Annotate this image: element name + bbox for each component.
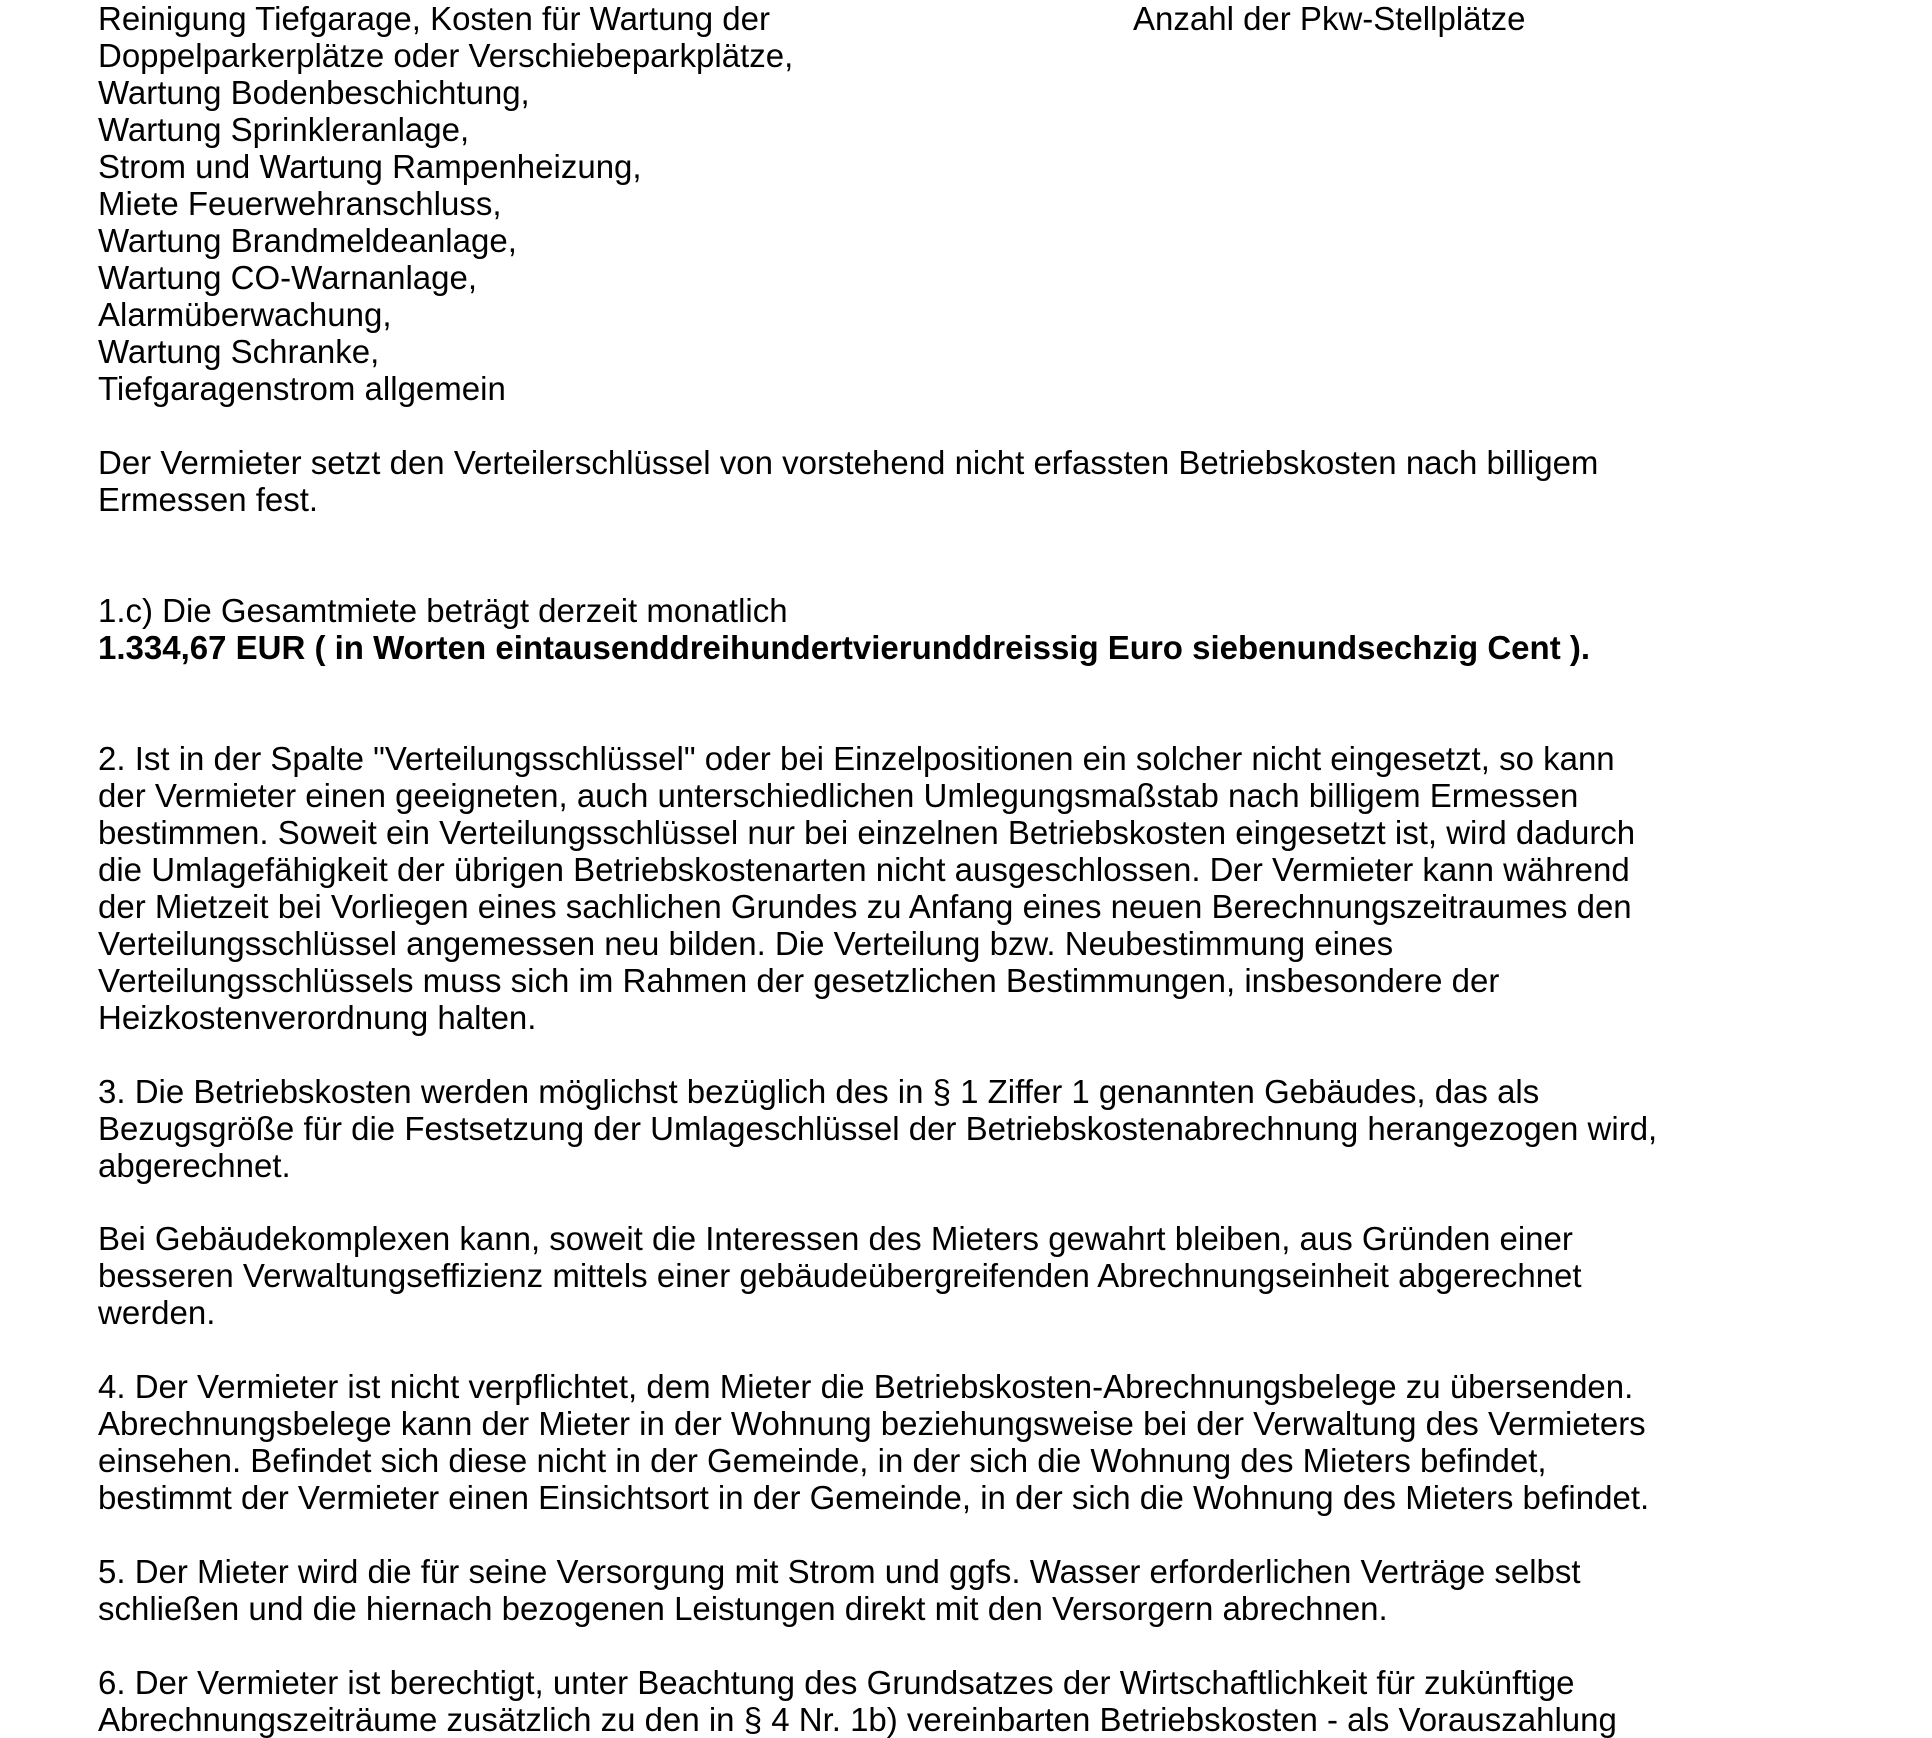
cost-item: Wartung Sprinkleranlage, xyxy=(98,111,470,148)
cost-item: Strom und Wartung Rampenheizung, xyxy=(98,148,642,185)
total-rent-label: 1.c) Die Gesamtmiete beträgt derzeit monatlich xyxy=(98,592,788,629)
paragraph-3-building-complex: Bei Gebäudekomplexen kann, soweit die Interessen des Mieters gewahrt bleiben, aus Gründen einer besseren Verwaltungseffizienz mittels einer gebäudeübergreifenden Abrechnungseinheit abgerechnet werden. xyxy=(98,1220,1582,1331)
cost-item: Alarmüberwachung, xyxy=(98,296,392,333)
paragraph-4: 4. Der Vermieter ist nicht verpflichtet, dem Mieter die Betriebskosten-Abrechnungsbelege zu übersenden. Abrechnungsbelege kann der Mieter in der Wohnung beziehungsweise bei der Verwaltung des Vermieters einsehen. Befindet sich diese nicht in der Gemeinde, in der sich die Wohnung des Mieters befindet, bestimmt der Vermieter einen Einsichtsort in der Gemeinde, in der sich die Wohnung des Mieters befindet. xyxy=(98,1368,1650,1516)
cost-item: Wartung Bodenbeschichtung, xyxy=(98,74,530,111)
cost-item: Doppelparkerplätze oder Verschiebeparkplätze, xyxy=(98,37,794,74)
paragraph-6: 6. Der Vermieter ist berechtigt, unter Beachtung des Grundsatzes der Wirtschaftlichkeit für zukünftige Abrechnungszeiträume zusätzlich zu den in § 4 Nr. 1b) vereinbarten Betriebskosten - als Vorauszahlung xyxy=(98,1664,1617,1738)
cost-item: Miete Feuerwehranschluss, xyxy=(98,185,502,222)
paragraph-2: 2. Ist in der Spalte "Verteilungsschlüssel" oder bei Einzelpositionen ein solcher nicht eingesetzt, so kann der Vermieter einen geeigneten, auch unterschiedlichen Umlegungsmaßstab nach billigem Ermessen bestimmen. Soweit ein Verteilungsschlüssel nur bei einzelnen Betriebskosten eingesetzt ist, wird dadurch die Umlagefähigkeit der übrigen Betriebskostenarten nicht ausgeschlossen. Der Vermieter kann während der Mietzeit bei Vorliegen eines sachlichen Grundes zu Anfang eines neuen Berechnungszeitraumes den Verteilungsschlüssel angemessen neu bilden. Die Verteilung bzw. Neubestimmung eines Verteilungsschlüssels muss sich im Rahmen der gesetzlichen Bestimmungen, insbesondere der Heizkostenverordnung halten. xyxy=(98,740,1636,1036)
distribution-key: Anzahl der Pkw-Stellplätze xyxy=(1133,0,1526,37)
cost-item: Wartung Brandmeldeanlage, xyxy=(98,222,517,259)
garage-cost-block xyxy=(98,0,1888,408)
total-rent-amount: 1.334,67 EUR ( in Worten eintausenddreihundertvierunddreissig Euro siebenundsechzig Cent ). xyxy=(98,629,1591,666)
cost-item: Wartung CO-Warnanlage, xyxy=(98,259,478,296)
garage-cost-list xyxy=(98,0,793,407)
cost-item: Wartung Schranke, xyxy=(98,333,380,370)
cost-item: Reinigung Tiefgarage, Kosten für Wartung der xyxy=(98,0,771,37)
cost-item: Tiefgaragenstrom allgemein xyxy=(98,370,506,407)
paragraph-3: 3. Die Betriebskosten werden möglichst bezüglich des in § 1 Ziffer 1 genannten Gebäudes, das als Bezugsgröße für die Festsetzung der Umlageschlüssel der Betriebskostenabrechnung herangezogen wird, abgerechnet. xyxy=(98,1073,1658,1184)
paragraph-5: 5. Der Mieter wird die für seine Versorgung mit Strom und ggfs. Wasser erforderlichen Verträge selbst schließen und die hiernach bezogenen Leistungen direkt mit den Versorgern abrechnen. xyxy=(98,1553,1581,1627)
distribution-note: Der Vermieter setzt den Verteilerschlüssel von vorstehend nicht erfassten Betriebskosten nach billigem Ermessen fest. xyxy=(98,444,1599,518)
document-page xyxy=(98,0,1888,1738)
